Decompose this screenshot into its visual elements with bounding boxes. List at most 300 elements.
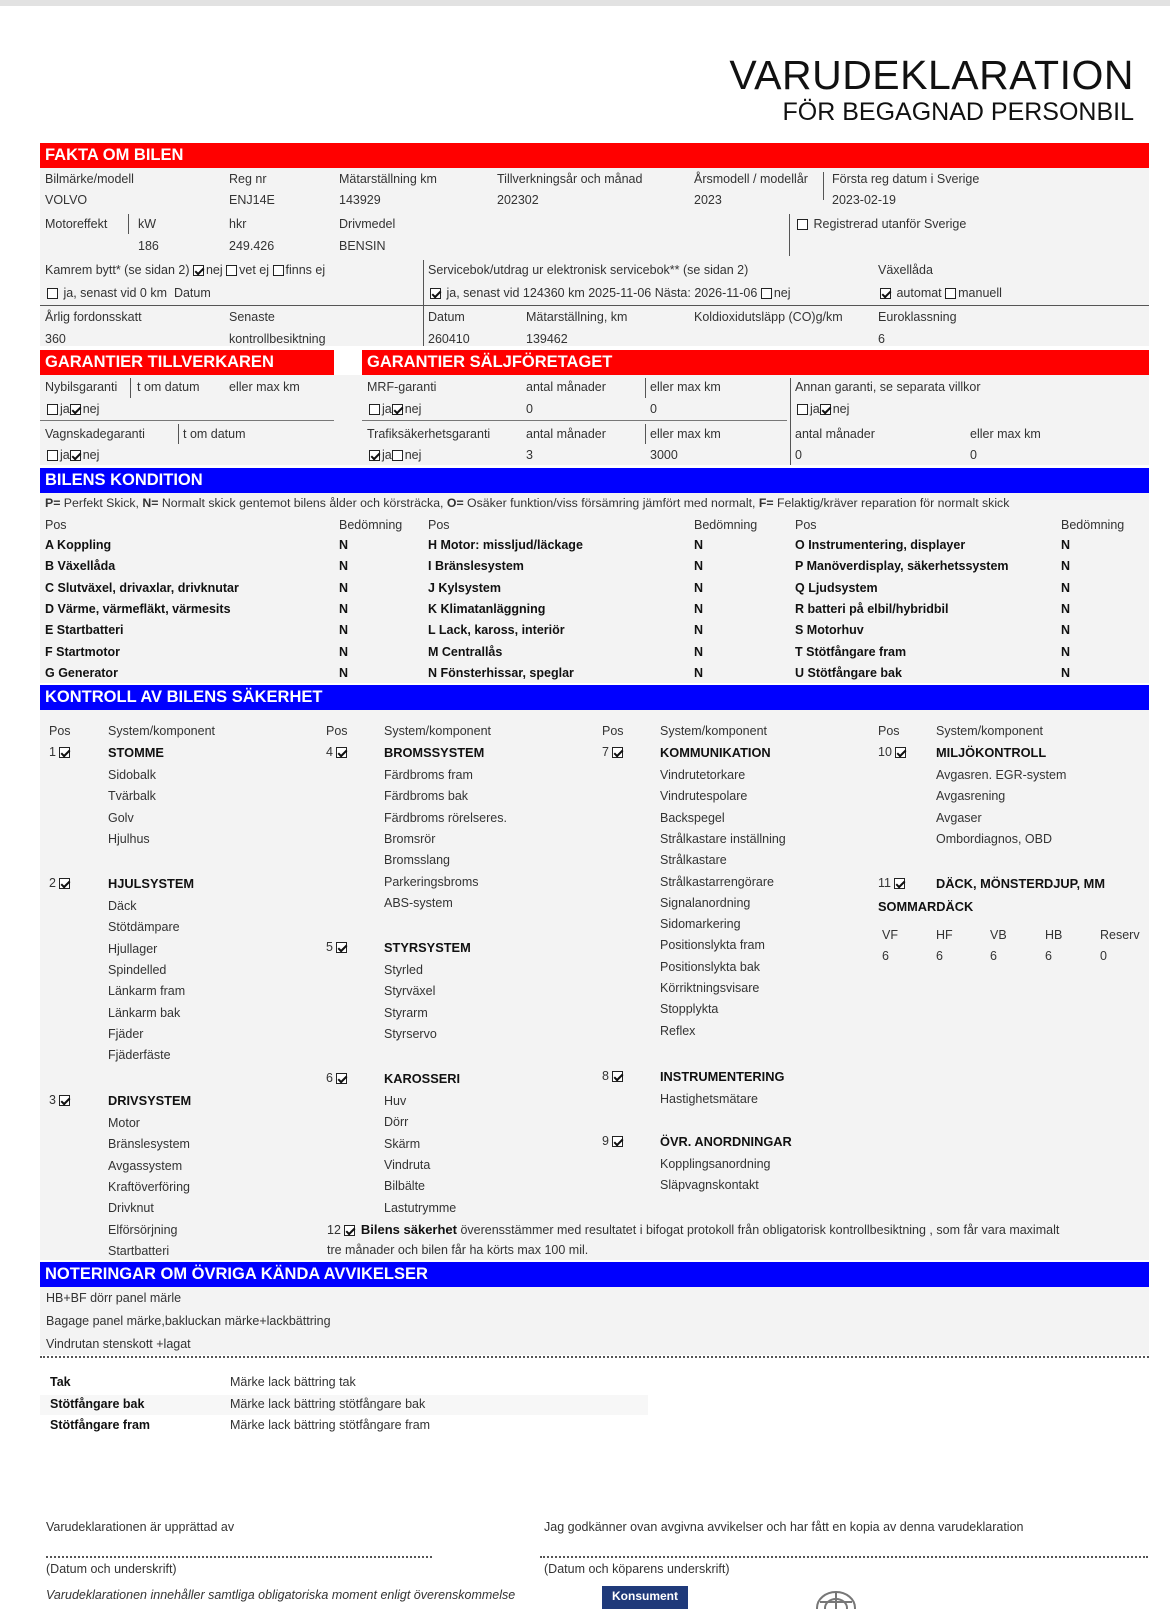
sakerhet-group-title: HJULSYSTEM bbox=[108, 876, 195, 891]
tire-position-label: Reserv bbox=[1100, 928, 1140, 942]
sakerhet-item: Huv bbox=[384, 1094, 407, 1108]
label-service-nej: nej bbox=[773, 286, 791, 300]
pos-number: 6 bbox=[326, 1071, 333, 1085]
sakerhet-12 bbox=[327, 1222, 1059, 1237]
sakerhet-item: Färdbroms bak bbox=[384, 789, 469, 804]
label-antal-manader: antal månader bbox=[526, 380, 606, 394]
label-forsta-reg: Första reg datum i Sverige bbox=[832, 172, 980, 186]
legend-key: F= bbox=[758, 496, 774, 510]
sakerhet-item: Avgasren. EGR-system bbox=[936, 768, 1067, 782]
sakerhet-pos bbox=[602, 1069, 625, 1083]
sakerhet-pos bbox=[602, 745, 625, 759]
label-max-km: eller max km bbox=[229, 380, 300, 394]
tire-tread-depth: 6 bbox=[936, 949, 943, 963]
kondition-item: F Startmotor bbox=[45, 644, 120, 659]
legend-text: Osäker funktion/viss försämring jämfört med normalt, bbox=[463, 496, 759, 510]
value-mrf-max-km: 0 bbox=[650, 402, 657, 416]
label-nej: nej bbox=[404, 448, 422, 462]
label-max-km: eller max km bbox=[650, 380, 721, 394]
label-vaxellada: Växellåda bbox=[878, 263, 933, 277]
tire-position-label: VB bbox=[990, 928, 1007, 942]
pos-number: 5 bbox=[326, 940, 333, 954]
kondition-rating: N bbox=[694, 538, 704, 552]
checkbox-manuell[interactable] bbox=[945, 288, 956, 299]
sakerhet-item: Startbatteri bbox=[108, 1243, 170, 1258]
value-matarstallning: 143929 bbox=[339, 193, 381, 207]
label-pos: Pos bbox=[428, 518, 450, 532]
value-drivmedel: BENSIN bbox=[339, 239, 386, 253]
tire-tread-depth: 0 bbox=[1100, 949, 1107, 963]
sakerhet-pos bbox=[49, 1093, 72, 1107]
label-vagnskadegaranti: Vagnskadegaranti bbox=[45, 427, 145, 441]
label-ja: ja bbox=[382, 448, 392, 462]
label-fordonsskatt: Årlig fordonsskatt bbox=[45, 310, 142, 324]
label-mrf-garanti: MRF-garanti bbox=[367, 380, 437, 394]
divider bbox=[789, 214, 790, 256]
pos-number: 1 bbox=[49, 745, 56, 759]
label-nej: nej bbox=[82, 448, 100, 462]
label-nybilsgaranti: Nybilsgaranti bbox=[45, 380, 118, 394]
sakerhet-item: Signalanordning bbox=[660, 895, 751, 910]
sakerhet-item: Drivknut bbox=[108, 1201, 154, 1216]
divider bbox=[128, 214, 129, 234]
label-matarstallning-besiktning: Mätarställning, km bbox=[526, 310, 628, 324]
label-datum-underskrift: (Datum och underskrift) bbox=[46, 1562, 177, 1576]
kondition-item: N Fönsterhissar, speglar bbox=[428, 665, 574, 680]
label-manuell: manuell bbox=[958, 286, 1002, 300]
checkbox-g2[interactable] bbox=[59, 878, 70, 889]
sakerhet-pos bbox=[602, 1134, 625, 1148]
kondition-rating: N bbox=[339, 623, 349, 638]
sakerhet-group-title: ÖVR. ANORDNINGAR bbox=[660, 1134, 792, 1149]
note-row-value: Märke lack bättring stötfångare bak bbox=[230, 1397, 426, 1411]
label-antal-manader: antal månader bbox=[526, 427, 606, 441]
sakerhet-item: Färdbroms fram bbox=[384, 768, 473, 782]
checkbox-icon[interactable] bbox=[797, 219, 808, 230]
label-max-km: eller max km bbox=[650, 427, 721, 441]
service-row bbox=[430, 286, 791, 300]
kondition-item: E Startbatteri bbox=[45, 623, 124, 638]
sakerhet-item: ABS-system bbox=[384, 895, 453, 910]
label-annan-garanti: Annan garanti, se separata villkor bbox=[795, 380, 981, 394]
value-forsta-reg: 2023-02-19 bbox=[832, 193, 896, 207]
note-row-value: Märke lack bättring tak bbox=[230, 1375, 356, 1389]
kondition-rating: N bbox=[1061, 601, 1071, 616]
checkbox-g9[interactable] bbox=[612, 1136, 623, 1147]
label-annan-manader: antal månader bbox=[795, 427, 875, 441]
label-nej: nej bbox=[82, 402, 100, 416]
checkbox-utanfor-sverige[interactable] bbox=[797, 217, 966, 231]
label-trafiksakerhetsgaranti: Trafiksäkerhetsgaranti bbox=[367, 427, 491, 441]
sakerhet-item: Bromsslang bbox=[384, 853, 450, 868]
checkbox-annan-nej[interactable] bbox=[820, 404, 831, 415]
sakerhet-item: Styrled bbox=[384, 963, 423, 977]
kondition-rating: N bbox=[694, 559, 704, 574]
sakerhet-item: Däck bbox=[108, 899, 137, 913]
sakerhet-header: KONTROLL AV BILENS SÄKERHET bbox=[40, 685, 1149, 710]
value-matarstallning-besiktning: 139462 bbox=[526, 332, 568, 346]
label-tom-datum-2: t om datum bbox=[183, 427, 246, 441]
sakerhet-group-title: STOMME bbox=[108, 745, 164, 760]
garantier-saljforetaget-header: GARANTIER SÄLJFÖRETAGET bbox=[362, 350, 1149, 375]
pos-number: 11 bbox=[878, 876, 891, 890]
pos-number: 10 bbox=[878, 745, 892, 759]
value-annan-manader: 0 bbox=[795, 448, 802, 462]
kondition-rating: N bbox=[339, 580, 349, 595]
annan-ja-nej bbox=[797, 402, 849, 416]
kondition-item: D Värme, värmefläkt, värmesits bbox=[45, 601, 231, 616]
label-pos: Pos bbox=[45, 518, 67, 532]
garantier-tillverkaren-header: GARANTIER TILLVERKAREN bbox=[40, 350, 334, 375]
value-trafik-manader: 3 bbox=[526, 448, 533, 462]
label-datum-besiktning: Datum bbox=[428, 310, 465, 324]
divider bbox=[362, 420, 787, 421]
sakerhet-item: Motor bbox=[108, 1116, 140, 1130]
sakerhet-item: Spindelled bbox=[108, 962, 167, 977]
kondition-item: K Klimatanläggning bbox=[428, 601, 546, 616]
legend-key: P= bbox=[45, 496, 61, 510]
kondition-item: P Manöverdisplay, säkerhetssystem bbox=[795, 559, 1009, 574]
label-kw: kW bbox=[138, 217, 157, 231]
label-nej: nej bbox=[205, 263, 223, 277]
kondition-rating: N bbox=[694, 665, 704, 680]
sakerhet-item: Vindruta bbox=[384, 1157, 431, 1172]
noteringar-header: NOTERINGAR OM ÖVRIGA KÄNDA AVVIKELSER bbox=[40, 1262, 1149, 1287]
sakerhet-item: Färdbroms rörelseres. bbox=[384, 810, 507, 825]
sakerhet-item: Styrservo bbox=[384, 1026, 437, 1041]
kondition-item: G Generator bbox=[45, 665, 118, 680]
sakerhet-item: Avgaser bbox=[936, 810, 982, 825]
pos-number: 2 bbox=[49, 876, 56, 890]
checkbox-vagn-nej[interactable] bbox=[70, 450, 81, 461]
checkbox-kamrem-nej[interactable] bbox=[193, 265, 204, 276]
sakerhet-item: Vindrutetorkare bbox=[660, 768, 746, 782]
sakerhet-pos bbox=[878, 745, 908, 759]
label-service-ja: ja, senast vid 124360 km 2025-11-06 Nästa: 2026-11-06 bbox=[446, 286, 758, 300]
kondition-legend bbox=[45, 496, 1009, 510]
kamrem-ja-row bbox=[47, 286, 211, 300]
vagn-ja-nej bbox=[47, 448, 99, 462]
checkbox-kamrem-ja[interactable] bbox=[47, 288, 58, 299]
kondition-item: I Bränslesystem bbox=[428, 559, 524, 574]
legend-text: Perfekt Skick, bbox=[60, 496, 143, 510]
label-annan-max-km: eller max km bbox=[970, 427, 1041, 441]
legend-text: Normalt skick gentemot bilens ålder och körsträcka, bbox=[158, 496, 447, 510]
car-emblem-icon bbox=[814, 1586, 858, 1609]
divider bbox=[40, 420, 334, 421]
kondition-rating: N bbox=[339, 559, 349, 574]
label-bilens-sakerhet: Bilens säkerhet bbox=[360, 1222, 457, 1237]
checkbox-service-ja[interactable] bbox=[430, 288, 441, 299]
label-system-komponent: System/komponent bbox=[384, 724, 491, 738]
sakerhet-item: Skärm bbox=[384, 1136, 421, 1151]
tire-tread-depth: 6 bbox=[882, 949, 889, 963]
kondition-item: T Stötfångare fram bbox=[795, 644, 907, 659]
label-nej: nej bbox=[832, 402, 850, 416]
checkbox-vagn-ja[interactable] bbox=[47, 450, 58, 461]
checkbox-g4[interactable] bbox=[336, 747, 347, 758]
signature-line-seller[interactable] bbox=[46, 1556, 432, 1558]
checkbox-g11[interactable] bbox=[894, 878, 905, 889]
label-pos: Pos bbox=[878, 724, 900, 738]
sakerhet-item: Bilbälte bbox=[384, 1179, 425, 1194]
tire-tread-depth: 6 bbox=[990, 949, 997, 963]
kondition-item: C Slutväxel, drivaxlar, drivknutar bbox=[45, 580, 239, 595]
text-footer-note: Varudeklarationen innehåller samtliga obligatoriska moment enligt överenskommelse bbox=[46, 1588, 516, 1602]
label-bilmarke: Bilmärke/modell bbox=[45, 172, 134, 186]
checkbox-mrf-ja[interactable] bbox=[369, 404, 380, 415]
kondition-rating: N bbox=[1061, 538, 1071, 552]
sakerhet-item: Reflex bbox=[660, 1023, 696, 1038]
label-finns-ej: finns ej bbox=[285, 263, 326, 277]
kondition-item: R batteri på elbil/hybridbil bbox=[795, 601, 949, 616]
text-upprattad-av: Varudeklarationen är upprättad av bbox=[46, 1520, 235, 1534]
label-datum: Datum bbox=[173, 286, 211, 300]
kondition-item: Q Ljudsystem bbox=[795, 580, 878, 595]
label-datum-koparens-underskrift: (Datum och köparens underskrift) bbox=[544, 1562, 730, 1576]
label-ja: ja bbox=[60, 448, 70, 462]
value-regnr: ENJ14E bbox=[229, 193, 275, 207]
pos-number: 8 bbox=[602, 1069, 609, 1083]
label-sommardack: SOMMARDÄCK bbox=[878, 899, 974, 914]
sakerhet-pos bbox=[326, 940, 349, 954]
checkbox-kamrem-vet-ej[interactable] bbox=[226, 265, 237, 276]
note-row-key: Tak bbox=[50, 1375, 71, 1389]
label-kamrem: Kamrem bytt* (se sidan 2) bbox=[45, 263, 190, 277]
label-tom-datum: t om datum bbox=[137, 380, 200, 394]
checkbox-g1[interactable] bbox=[59, 747, 70, 758]
sakerhet-item: Hastighetsmätare bbox=[660, 1092, 758, 1106]
sakerhet-item: Positionslykta fram bbox=[660, 938, 765, 953]
sakerhet-item: Ombordiagnos, OBD bbox=[936, 831, 1053, 846]
kondition-rating: N bbox=[1061, 665, 1071, 680]
sakerhet-group-title: BROMSSYSTEM bbox=[384, 745, 485, 760]
divider bbox=[40, 305, 1149, 306]
label-pos: Pos bbox=[602, 724, 624, 738]
kondition-header: BILENS KONDITION bbox=[40, 468, 1149, 493]
sakerhet-item: Länkarm bak bbox=[108, 1005, 181, 1020]
mrf-ja-nej bbox=[369, 402, 421, 416]
pos-12: 12 bbox=[327, 1223, 341, 1237]
kondition-item: S Motorhuv bbox=[795, 623, 864, 638]
divider bbox=[423, 260, 424, 346]
divider bbox=[178, 424, 179, 444]
konsument-logo-text: Konsument bbox=[612, 1589, 678, 1603]
label-euroklassning: Euroklassning bbox=[878, 310, 957, 324]
checkbox-g8[interactable] bbox=[612, 1071, 623, 1082]
kondition-rating: N bbox=[339, 601, 349, 616]
sakerhet-item: Strålkastarrengörare bbox=[660, 874, 774, 889]
legend-text: Felaktig/kräver reparation för normalt skick bbox=[773, 496, 1010, 510]
checkbox-nybil-ja[interactable] bbox=[47, 404, 58, 415]
sakerhet-group-title: DÄCK, MÖNSTERDJUP, MM bbox=[936, 876, 1105, 891]
label-vet-ej: vet ej bbox=[239, 263, 270, 277]
kondition-rating: N bbox=[694, 644, 704, 659]
checkbox-g10[interactable] bbox=[895, 747, 906, 758]
value-datum-besiktning: 260410 bbox=[428, 332, 470, 346]
sakerhet-item: Stopplykta bbox=[660, 1002, 719, 1017]
label-nej: nej bbox=[404, 402, 422, 416]
sakerhet-item: Hjulhus bbox=[108, 831, 150, 846]
document-subtitle: FÖR BEGAGNAD PERSONBIL bbox=[782, 98, 1134, 126]
label-hkr: hkr bbox=[229, 217, 247, 231]
checkbox-annan-ja[interactable] bbox=[797, 404, 808, 415]
kondition-rating: N bbox=[694, 580, 704, 595]
legend-key: O= bbox=[446, 496, 464, 510]
label-bedomning: Bedömning bbox=[694, 518, 758, 532]
checkbox-nybil-nej[interactable] bbox=[70, 404, 81, 415]
checkbox-g6[interactable] bbox=[336, 1073, 347, 1084]
checkbox-automat[interactable] bbox=[880, 288, 891, 299]
pos-number: 7 bbox=[602, 745, 609, 759]
signature-line-buyer[interactable] bbox=[540, 1556, 1148, 1558]
sakerhet-item: Fjäder bbox=[108, 1026, 144, 1041]
sakerhet-group-title: INSTRUMENTERING bbox=[660, 1069, 785, 1084]
label-koldioxid: Koldioxidutsläpp (CO)g/km bbox=[694, 310, 843, 324]
label-utanfor-sverige: Registrerad utanför Sverige bbox=[813, 217, 967, 231]
checkbox-kamrem-finns-ej[interactable] bbox=[273, 265, 284, 276]
value-arsmodell: 2023 bbox=[694, 193, 722, 207]
checkbox-g5[interactable] bbox=[336, 942, 347, 953]
divider bbox=[645, 378, 646, 398]
sakerhet-item: Lastutrymme bbox=[384, 1200, 457, 1215]
checkbox-mrf-nej[interactable] bbox=[392, 404, 403, 415]
label-pos: Pos bbox=[326, 724, 348, 738]
kondition-rating: N bbox=[339, 665, 349, 680]
label-drivmedel: Drivmedel bbox=[339, 217, 396, 231]
value-trafik-max-km: 3000 bbox=[650, 448, 678, 462]
divider bbox=[645, 424, 646, 444]
text-sakerhet-statement: överensstämmer med resultatet i bifogat protokoll från obligatorisk kontrollbesiktning , som får vara maximalt bbox=[456, 1223, 1060, 1237]
kondition-rating: N bbox=[339, 538, 349, 552]
pos-number: 4 bbox=[326, 745, 333, 759]
value-euroklassning: 6 bbox=[878, 332, 885, 346]
note-row-key: Stötfångare fram bbox=[50, 1418, 151, 1432]
sakerhet-group-title: KAROSSERI bbox=[384, 1071, 461, 1086]
divider bbox=[823, 172, 824, 200]
sakerhet-group-title: STYRSYSTEM bbox=[384, 940, 471, 955]
value-fordonsskatt: 360 bbox=[45, 332, 66, 346]
kondition-item: O Instrumentering, displayer bbox=[795, 538, 966, 552]
kamrem-row bbox=[45, 263, 325, 277]
note-row-value: Märke lack bättring stötfångare fram bbox=[230, 1418, 431, 1432]
sakerhet-pos bbox=[49, 876, 72, 890]
sakerhet-item: Släpvagnskontakt bbox=[660, 1178, 759, 1193]
sakerhet-item: Styrarm bbox=[384, 1005, 428, 1020]
viewer-top-bar bbox=[0, 0, 1170, 6]
label-kamrem-ja: ja, senast vid 0 km bbox=[63, 286, 167, 300]
label-senaste: Senaste bbox=[229, 310, 275, 324]
label-ja: ja bbox=[810, 402, 820, 416]
kondition-item: L Lack, kaross, interiör bbox=[428, 623, 565, 638]
sakerhet-item: Länkarm fram bbox=[108, 984, 186, 999]
note-row-key: Stötfångare bak bbox=[50, 1397, 145, 1411]
label-bedomning: Bedömning bbox=[1061, 518, 1125, 532]
sakerhet-pos bbox=[326, 1071, 349, 1085]
sakerhet-item: Dörr bbox=[384, 1115, 409, 1130]
kondition-item: B Växellåda bbox=[45, 559, 116, 574]
label-motoreffekt: Motoreffekt bbox=[45, 217, 108, 231]
divider bbox=[790, 378, 791, 465]
sakerhet-item: Styrväxel bbox=[384, 984, 436, 999]
sakerhet-pos bbox=[878, 876, 907, 890]
kondition-item: M Centrallås bbox=[428, 644, 503, 659]
checkbox-pos-12[interactable] bbox=[344, 1225, 355, 1236]
vaxellada-row bbox=[880, 286, 1002, 300]
sakerhet-item: Sidomarkering bbox=[660, 917, 741, 932]
note-line: HB+BF dörr panel märle bbox=[46, 1291, 182, 1305]
value-kw: 186 bbox=[138, 239, 159, 253]
label-bedomning: Bedömning bbox=[339, 518, 403, 532]
sakerhet-item: Strålkastare inställning bbox=[660, 831, 786, 846]
kondition-rating: N bbox=[694, 601, 704, 616]
sakerhet-item: Vindrutespolare bbox=[660, 789, 748, 804]
divider bbox=[130, 378, 131, 398]
sakerhet-item: Avgassystem bbox=[108, 1158, 183, 1173]
kondition-rating: N bbox=[694, 623, 704, 638]
label-tillverkningsar: Tillverkningsår och månad bbox=[497, 172, 643, 186]
label-system-komponent: System/komponent bbox=[108, 724, 215, 738]
checkbox-service-nej[interactable] bbox=[761, 288, 772, 299]
value-tillverkningsar: 202302 bbox=[497, 193, 539, 207]
label-ja: ja bbox=[60, 402, 70, 416]
legend-key: N= bbox=[142, 496, 159, 510]
divider bbox=[40, 1356, 1149, 1358]
kondition-item: A Koppling bbox=[45, 538, 112, 552]
label-kontrollbesiktning: kontrollbesiktning bbox=[229, 332, 326, 346]
note-line: Vindrutan stenskott +lagat bbox=[46, 1337, 191, 1351]
value-mrf-manader: 0 bbox=[526, 402, 533, 416]
sakerhet-item: Stötdämpare bbox=[108, 920, 180, 935]
checkbox-g3[interactable] bbox=[59, 1095, 70, 1106]
tire-position-label: VF bbox=[882, 928, 898, 942]
value-bilmarke: VOLVO bbox=[45, 193, 88, 207]
kondition-item: J Kylsystem bbox=[428, 580, 501, 595]
label-system-komponent: System/komponent bbox=[660, 724, 767, 738]
kondition-rating: N bbox=[1061, 644, 1071, 659]
sakerhet-item: Kopplingsanordning bbox=[660, 1157, 771, 1171]
sakerhet-group-title: DRIVSYSTEM bbox=[108, 1093, 192, 1108]
kondition-item: U Stötfångare bak bbox=[795, 665, 902, 680]
sakerhet-item: Strålkastare bbox=[660, 853, 727, 868]
pos-number: 9 bbox=[602, 1134, 609, 1148]
kondition-rating: N bbox=[1061, 623, 1071, 638]
label-system-komponent: System/komponent bbox=[936, 724, 1043, 738]
sakerhet-group-title: MILJÖKONTROLL bbox=[936, 745, 1047, 760]
kondition-rating: N bbox=[1061, 559, 1071, 574]
checkbox-g7[interactable] bbox=[612, 747, 623, 758]
sakerhet-item: Avgasrening bbox=[936, 789, 1006, 804]
sakerhet-group-title: KOMMUNIKATION bbox=[660, 745, 771, 760]
label-automat: automat bbox=[896, 286, 942, 300]
kondition-rating: N bbox=[339, 644, 349, 659]
label-arsmodell: Årsmodell / modellår bbox=[694, 172, 808, 186]
label-pos: Pos bbox=[795, 518, 817, 532]
document-title: VARUDEKLARATION bbox=[729, 52, 1134, 98]
sakerhet-item: Bromsrör bbox=[384, 831, 436, 846]
sakerhet-item: Elförsörjning bbox=[108, 1222, 178, 1237]
checkbox-trafik-nej[interactable] bbox=[392, 450, 403, 461]
label-matarstallning: Mätarställning km bbox=[339, 172, 437, 186]
sakerhet-item: Golv bbox=[108, 810, 134, 825]
note-line: Bagage panel märke,bakluckan märke+lackbättring bbox=[46, 1314, 331, 1328]
sakerhet-item: Hjullager bbox=[108, 941, 158, 956]
checkbox-trafik-ja[interactable] bbox=[369, 450, 380, 461]
label-pos: Pos bbox=[49, 724, 71, 738]
value-hkr: 249.426 bbox=[229, 239, 275, 253]
konsument-logo bbox=[602, 1586, 688, 1609]
sakerhet-item: Positionslykta bak bbox=[660, 959, 761, 974]
